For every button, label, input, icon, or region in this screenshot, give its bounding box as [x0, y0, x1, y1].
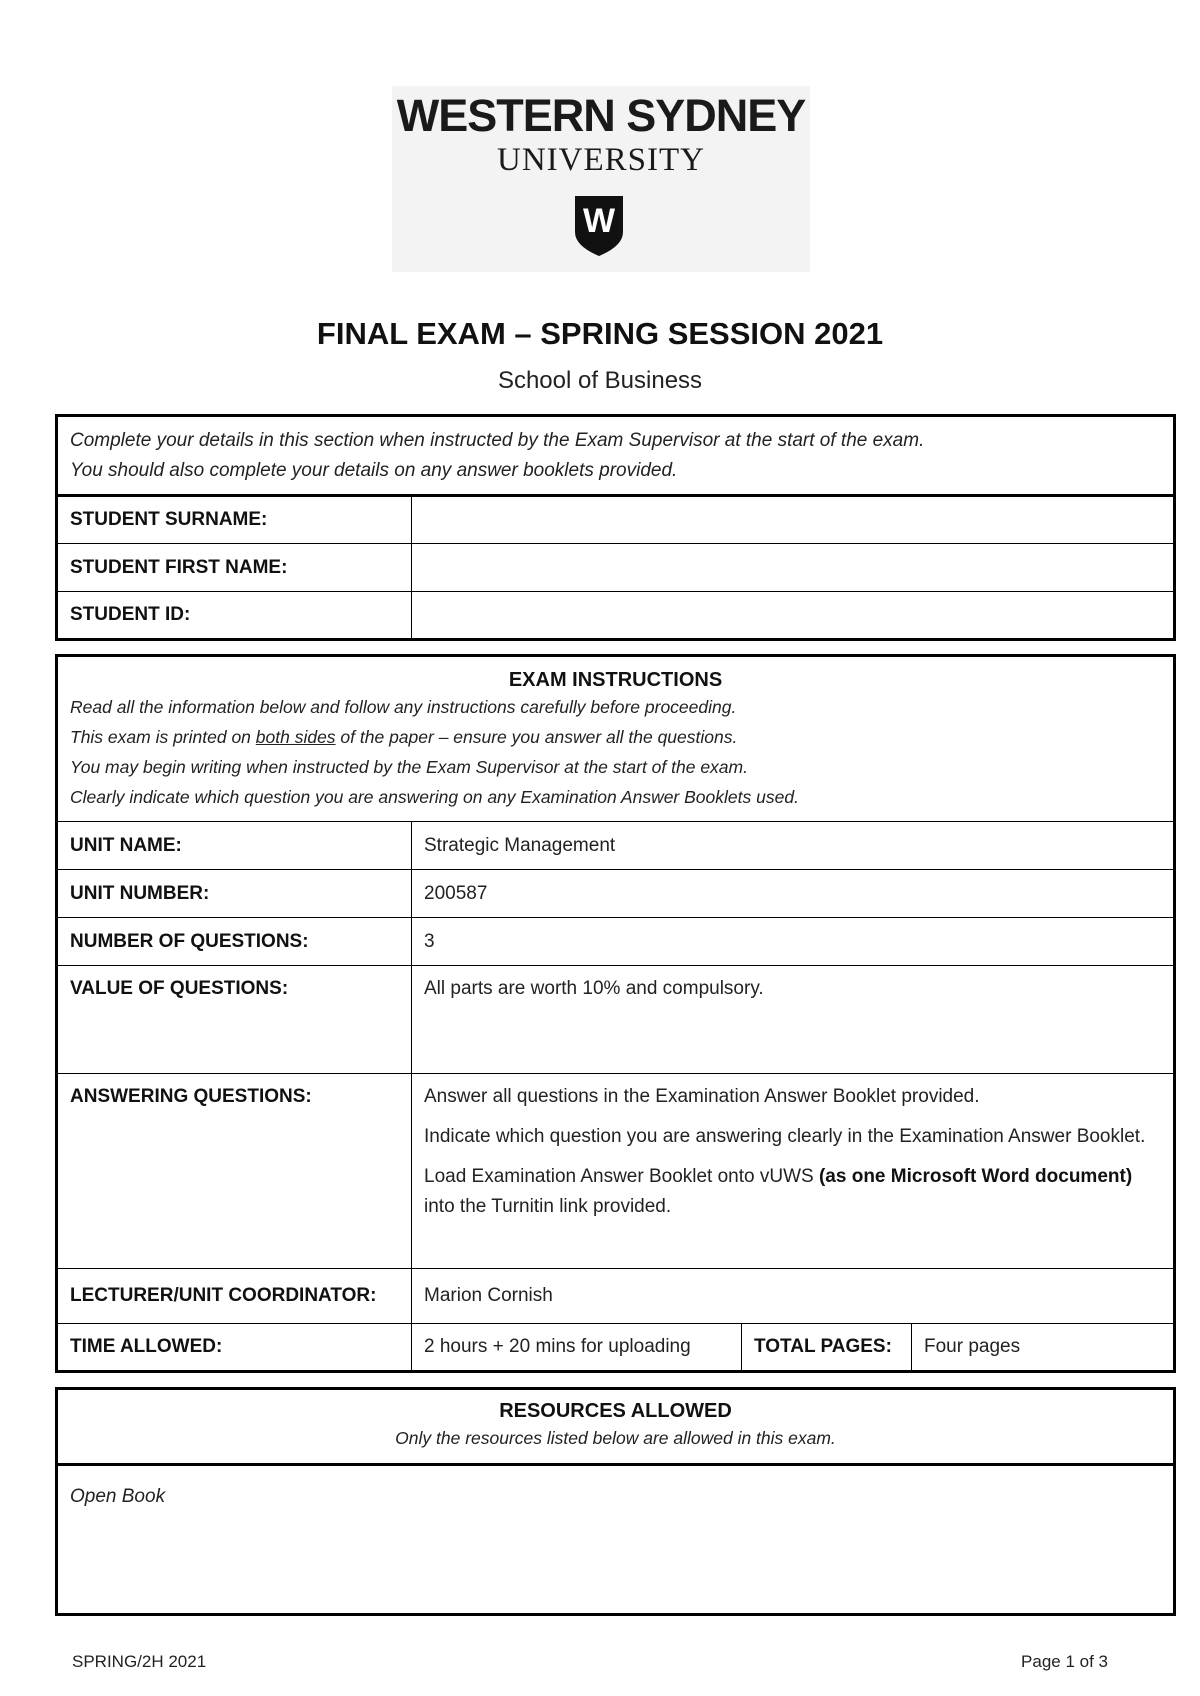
surname-label: STUDENT SURNAME: — [57, 496, 412, 544]
answering-questions-label: ANSWERING QUESTIONS: — [57, 1074, 412, 1269]
answering-paragraph: Answer all questions in the Examination Answer Booklet provided. — [424, 1086, 980, 1107]
number-of-questions-label: NUMBER OF QUESTIONS: — [57, 918, 412, 966]
logo-title: WESTERN SYDNEY — [396, 90, 806, 141]
instructions-heading: EXAM INSTRUCTIONS — [508, 668, 723, 691]
unit-number-label: UNIT NUMBER: — [57, 870, 412, 918]
answering-paragraph: Indicate which question you are answering clearly in the Examination Answer Booklet. — [424, 1126, 1146, 1147]
crest-letter: W — [582, 202, 616, 240]
time-allowed-label: TIME ALLOWED: — [57, 1324, 412, 1372]
footer-session-code: SPRING/2H 2021 — [72, 1652, 207, 1671]
surname-field[interactable] — [412, 496, 1175, 544]
instruction-line: Read all the information below and follow any instructions carefully before proceeding. — [70, 696, 737, 717]
underlined-text: both sides — [255, 726, 336, 747]
student-details-table — [55, 414, 1176, 641]
lecturer-value: Marion Cornish — [412, 1269, 1175, 1324]
school-name: School of Business — [497, 367, 703, 394]
first-name-field[interactable] — [412, 544, 1175, 592]
logo-subtitle: UNIVERSITY — [497, 142, 705, 178]
student-id-label: STUDENT ID: — [57, 592, 412, 640]
time-allowed-value: 2 hours + 20 mins for uploading — [412, 1324, 742, 1372]
resources-note: Only the resources listed below are allowed in this exam. — [395, 1428, 836, 1448]
exam-title: FINAL EXAM – SPRING SESSION 2021 — [316, 316, 884, 351]
lecturer-label: LECTURER/UNIT COORDINATOR: — [57, 1269, 412, 1324]
exam-instructions-table — [55, 654, 1176, 1373]
total-pages-label: TOTAL PAGES: — [742, 1324, 912, 1372]
bold-text: (as one Microsoft Word document) — [818, 1166, 1133, 1187]
total-pages-value: Four pages — [912, 1324, 1175, 1372]
instructions-block — [57, 656, 1175, 822]
resources-header — [57, 1389, 1175, 1465]
student-details-instructions — [57, 416, 1175, 496]
student-id-field[interactable] — [412, 592, 1175, 640]
footer-page-number: Page 1 of 3 — [1021, 1652, 1108, 1671]
unit-number-value: 200587 — [412, 870, 1175, 918]
number-of-questions-value: 3 — [412, 918, 1175, 966]
instruction-line: You may begin writing when instructed by the Exam Supervisor at the start of the exam. — [70, 756, 748, 777]
value-of-questions-label: VALUE OF QUESTIONS: — [57, 966, 412, 1074]
unit-name-label: UNIT NAME: — [57, 822, 412, 870]
university-logo — [392, 86, 810, 272]
instruction-line: Complete your details in this section when instructed by the Exam Supervisor at the start of the exam. — [70, 429, 925, 451]
unit-name-value: Strategic Management — [412, 822, 1175, 870]
resources-value: Open Book — [57, 1465, 1175, 1615]
instruction-line: Clearly indicate which question you are answering on any Examination Answer Booklets used. — [70, 786, 799, 807]
instruction-line: This exam is printed on both sides of the paper – ensure you answer all the questions. — [70, 726, 738, 747]
instruction-line: You should also complete your details on any answer booklets provided. — [70, 459, 678, 481]
university-shield-icon — [573, 194, 625, 258]
value-of-questions-value: All parts are worth 10% and compulsory. — [412, 966, 1175, 1074]
answering-questions-value — [412, 1074, 1175, 1269]
first-name-label: STUDENT FIRST NAME: — [57, 544, 412, 592]
resources-heading: RESOURCES ALLOWED — [499, 1400, 732, 1422]
resources-table — [55, 1387, 1176, 1616]
answering-paragraph: Load Examination Answer Booklet onto vUWS (as one Microsoft Word document) into the Turnitin link provided. — [424, 1166, 1133, 1217]
